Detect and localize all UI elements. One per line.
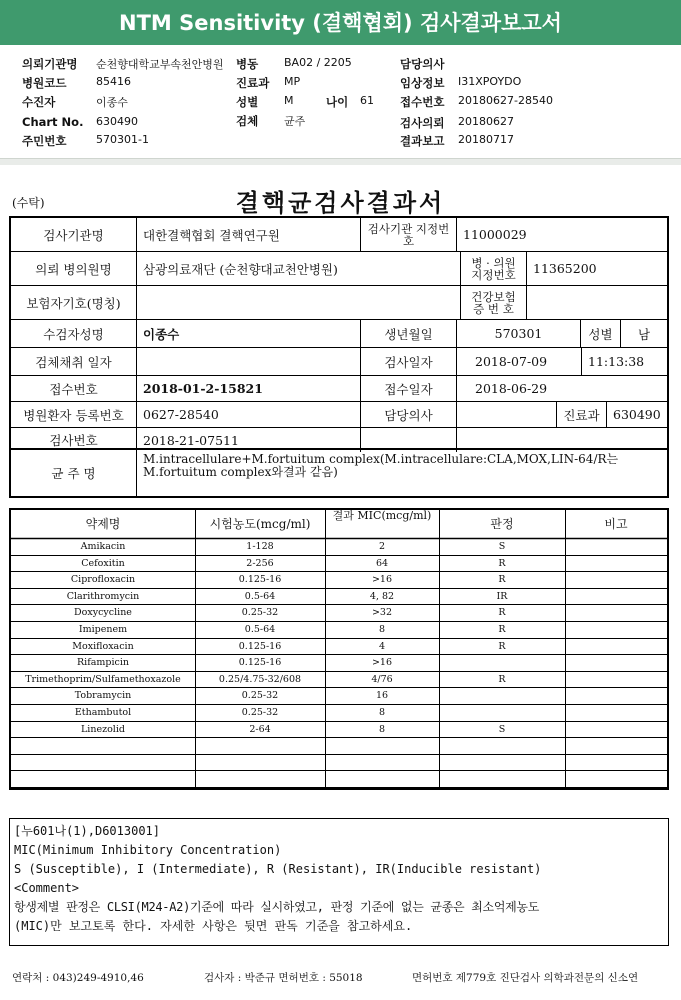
footer-tester: 검사자 : 박준규 면허번호 : 55018 xyxy=(204,972,363,984)
interpretation: R xyxy=(498,624,506,635)
test-no-value: 2018-21-07511 xyxy=(137,428,361,452)
test-range: 0.25-32 xyxy=(241,707,279,718)
test-range: 0.5-64 xyxy=(244,590,276,602)
header-value-report-date: 20180717 xyxy=(458,133,514,146)
test-date-label: 검사일자 xyxy=(361,348,457,376)
lab-name-value: 대한결핵협회 결핵연구원 xyxy=(137,218,361,252)
reg-date-value: 2018-06-29 xyxy=(457,376,667,402)
dept-label: 진료과 xyxy=(557,402,607,428)
interpretation: S xyxy=(498,723,506,735)
test-range: 0.25-32 xyxy=(241,690,279,702)
comment-line: 항생제별 판정은 CLSI(M24-A2)기준에 따라 실시하였고, 판정 기준에 없는 균종은 최소억제농도 xyxy=(14,900,539,914)
section-divider xyxy=(0,158,681,165)
mic-value: 2 xyxy=(378,541,386,552)
drug-name: Cefoxitin xyxy=(81,557,125,569)
drug-name: Moxifloxacin xyxy=(72,640,134,652)
test-range: 0.125-16 xyxy=(238,657,282,669)
drug-name: Doxycycline xyxy=(74,607,132,619)
req-hosp-value: 삼광의료재단 (순천향대교천안병원) xyxy=(137,252,461,286)
header-label-age: 나이 xyxy=(326,95,349,109)
interpretation: R xyxy=(498,640,506,652)
comments-box xyxy=(9,818,669,946)
report-header xyxy=(0,46,681,156)
header-value-specimen: 균주 xyxy=(284,115,306,128)
strain-box xyxy=(9,450,669,498)
header-value-institution: 순천향대학교부속천안병원 xyxy=(96,58,224,71)
mic-value: 4/76 xyxy=(371,673,393,685)
comment-line: S (Susceptible), I (Intermediate), R (Resistant), IR(Inducible resistant) xyxy=(14,862,542,876)
test-date-value: 2018-07-09 xyxy=(457,348,581,376)
health-insurance-value xyxy=(527,286,667,320)
test-range: 0.25-32 xyxy=(241,607,279,619)
mic-value: 4, 82 xyxy=(369,590,395,602)
footer-contact: 연락처 : 043)249-4910,46 xyxy=(12,972,144,984)
header-label-specimen: 검체 xyxy=(236,114,259,128)
document-title: 결핵균검사결과서 xyxy=(235,188,446,217)
collect-date-value xyxy=(137,348,361,376)
drug-name: Linezolid xyxy=(81,723,125,735)
birth-date-label: 생년월일 xyxy=(361,320,457,348)
dept-value: 630490 xyxy=(607,402,667,428)
patient-reg-label: 병원환자 등록번호 xyxy=(11,402,137,428)
drug-name: Ciprofloxacin xyxy=(70,574,136,586)
info-grid xyxy=(9,216,669,450)
strain-value: M.intracellulare+M.fortuitum complex(M.intracellulare:CLA,MOX,LIN-64/R는M.fortuitum complex와결과 같음) xyxy=(143,452,619,479)
mic-value: >16 xyxy=(371,657,393,669)
consignment-tag: (수탁) xyxy=(12,196,45,210)
mic-value: 64 xyxy=(375,557,389,569)
mic-value: >16 xyxy=(371,574,393,586)
test-range: 1-128 xyxy=(246,541,274,552)
patient-name-label: 수검자성명 xyxy=(11,320,137,348)
insurer-label: 보험자기호(명칭) xyxy=(11,286,137,320)
mic-value: 8 xyxy=(378,723,386,735)
reg-date-label: 접수일자 xyxy=(361,376,457,402)
header-value-age: 61 xyxy=(360,94,374,107)
header-label-ward: 병동 xyxy=(236,57,259,71)
header-remark: 비고 xyxy=(604,517,628,531)
header-value-sex: M xyxy=(284,94,294,107)
interpretation: R xyxy=(498,607,506,619)
header-value-patient: 이종수 xyxy=(96,96,128,109)
strain-label: 균 주 명 xyxy=(11,450,137,496)
drug-name: Ethambutol xyxy=(74,707,132,718)
sex-value: 남 xyxy=(621,320,667,348)
header-label-institution: 의뢰기관명 xyxy=(22,57,78,71)
mic-value: >32 xyxy=(371,607,393,619)
header-value-request-date: 20180627 xyxy=(458,115,514,128)
footer-license: 면허번호 제779호 진단검사 의학과전문의 신소연 xyxy=(412,972,639,984)
collect-date-label: 검체채취 일자 xyxy=(11,348,137,376)
test-no-label: 검사번호 xyxy=(11,428,137,452)
reg-no-value: 2018-01-2-15821 xyxy=(137,376,361,402)
header-label-dept: 진료과 xyxy=(236,76,270,90)
patient-reg-value: 0627-28540 xyxy=(137,402,361,428)
insurer-value xyxy=(137,286,461,320)
patient-name-value: 이종수 xyxy=(137,320,361,348)
header-value-receipt-no: 20180627-28540 xyxy=(458,94,553,107)
header-value-chart-no: 630490 xyxy=(96,115,138,128)
drug-name: Trimethoprim/Sulfamethoxazole xyxy=(25,673,181,685)
health-insurance-label: 건강보험 증 번 호 xyxy=(461,286,527,320)
mic-value: 16 xyxy=(375,690,389,702)
interpretation: R xyxy=(498,574,506,586)
report-banner-title: NTM Sensitivity (결핵협회) 검사결과보고서 xyxy=(0,0,681,45)
test-range: 2-64 xyxy=(249,723,271,735)
drug-name: Rifampicin xyxy=(77,657,129,669)
interpretation: R xyxy=(498,673,506,685)
header-label-hospital-code: 병원코드 xyxy=(22,76,67,90)
antibiotic-table xyxy=(9,508,669,790)
lab-id-value: 11000029 xyxy=(457,218,667,252)
header-label-receipt-no: 접수번호 xyxy=(400,95,445,109)
header-label-request-date: 검사의뢰 xyxy=(400,116,445,130)
header-value-clinical-info: I31XPOYDO xyxy=(458,75,522,88)
interpretation: IR xyxy=(496,590,508,602)
doctor-label: 담당의사 xyxy=(361,402,457,428)
header-value-hospital-code: 85416 xyxy=(96,75,131,88)
comment-line: [누601나(1),D6013001] xyxy=(14,824,161,838)
blank-cell xyxy=(457,428,667,452)
header-mic: 결과 MIC(mcg/ml) xyxy=(332,509,432,522)
hosp-id-label: 병 · 의원 지정번호 xyxy=(461,252,527,286)
header-label-doctor: 담당의사 xyxy=(400,57,445,71)
comment-line: MIC(Minimum Inhibitory Concentration) xyxy=(14,843,282,857)
comment-line: <Comment> xyxy=(14,881,80,895)
drug-name: Amikacin xyxy=(80,541,126,552)
birth-date-value: 570301 xyxy=(457,320,581,348)
sex-label: 성별 xyxy=(581,320,621,348)
header-drug: 약제명 xyxy=(85,517,121,531)
header-test-conc: 시험농도(mcg/ml) xyxy=(209,517,311,531)
lab-id-label: 검사기관 지정번호 xyxy=(361,218,457,252)
blank-cell xyxy=(361,428,457,452)
mic-value: 4 xyxy=(378,640,386,652)
interpretation: S xyxy=(498,541,506,552)
test-range: 0.25/4.75-32/608 xyxy=(218,673,302,685)
header-value-dept: MP xyxy=(284,75,301,88)
drug-name: Tobramycin xyxy=(74,690,132,702)
lab-name-label: 검사기관명 xyxy=(11,218,137,252)
header-label-report-date: 결과보고 xyxy=(400,134,445,148)
header-value-resident-no: 570301-1 xyxy=(96,133,149,146)
mic-value: 8 xyxy=(378,624,386,635)
req-hosp-label: 의뢰 병의원명 xyxy=(11,252,137,286)
header-label-clinical-info: 임상정보 xyxy=(400,76,445,90)
header-label-resident-no: 주민번호 xyxy=(22,134,67,148)
test-range: 0.125-16 xyxy=(238,640,282,652)
test-time-value: 11:13:38 xyxy=(581,348,667,376)
doctor-value xyxy=(457,402,557,428)
header-label-patient: 수진자 xyxy=(22,95,56,109)
drug-name: Imipenem xyxy=(78,624,128,635)
header-interpretation: 판정 xyxy=(490,517,514,531)
comment-line: (MIC)만 보고토록 한다. 자세한 사항은 뒷면 판독 기준을 참고하세요. xyxy=(14,919,413,933)
header-label-sex: 성별 xyxy=(236,95,259,109)
drug-name: Clarithromycin xyxy=(66,590,140,602)
header-value-ward: BA02 / 2205 xyxy=(284,56,352,69)
interpretation: R xyxy=(498,557,506,569)
test-range: 0.125-16 xyxy=(238,574,282,586)
test-range: 0.5-64 xyxy=(244,624,276,635)
mic-value: 8 xyxy=(378,707,386,718)
reg-no-label: 접수번호 xyxy=(11,376,137,402)
hosp-id-value: 11365200 xyxy=(527,252,667,286)
test-range: 2-256 xyxy=(246,557,274,569)
header-label-chart-no: Chart No. xyxy=(22,115,84,129)
